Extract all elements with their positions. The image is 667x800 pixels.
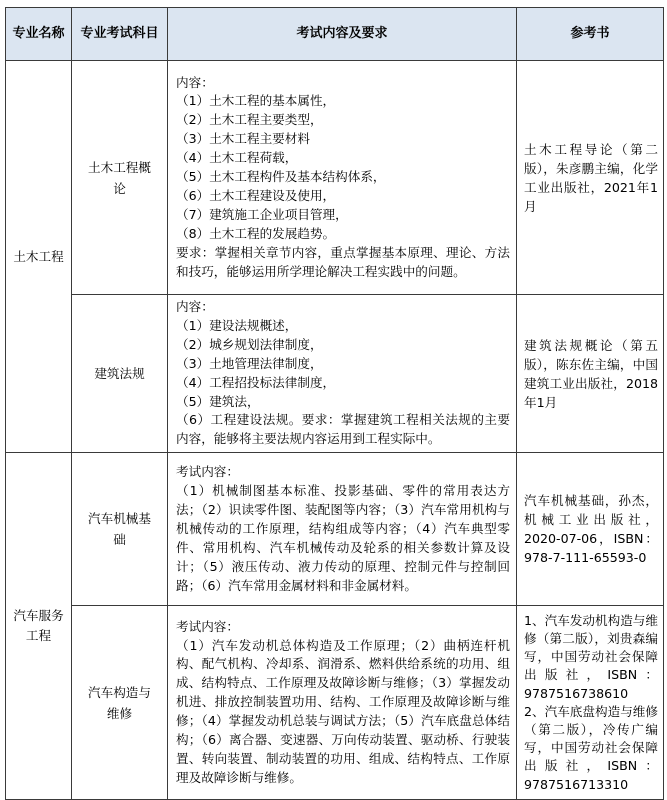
- content-line: （1）汽车发动机总体构造及工作原理；（2）曲柄连杆机构、配气机构、冷却系、润滑系、燃料供给系统的功用、组成、结构特点、工作原理及故障诊断与维修；（3）掌握发动机进、排放控制装置功用、结构、工作原理及故障诊断与维修；（4）掌握发动机总装与调试方法；（5）汽车底盘总体结构；（6）离合器、变速器、万向传动装置、驱动桥、行驶装置、转向装置、制动装置的功用、组成、结构特点、工作原理及故障诊断与维修。: [176, 637, 510, 785]
- reference-book: [517, 61, 664, 295]
- header-subject: 专业考试科目: [72, 8, 168, 61]
- table-row: [6, 295, 664, 453]
- content-line: （2）城乡规划法律制度，: [176, 336, 323, 352]
- content-line: 考试内容：: [176, 464, 239, 480]
- content-line: （1）机械制图基本标准、投影基础、零件的常用表达方法；（2）识读零件图、装配图等内容；（3）汽车常用机构与机械传动的工作原理，结构组成等内容；（4）汽车典型零件、常用机构、汽车机械传动及轮系的相关参数计算及设计；（5）液压传动、液力传动的原理、控制元件与控制回路；（6）汽车常用金属材料和非金属材料。: [176, 482, 510, 593]
- subject-name: 建筑法规: [72, 295, 168, 453]
- content-line: （1）土木工程的基本属性，: [176, 93, 336, 109]
- content-line: （7）建筑施工企业项目管理，: [176, 206, 348, 222]
- exam-content: [168, 606, 517, 800]
- book-entry: 2、汽车底盘构造与维修（第二版），冷传广编写，中国劳动社会保障出版社，ISBN：9787516713310: [524, 703, 658, 792]
- content-line: （5）土木工程构件及基本结构体系，: [176, 169, 386, 185]
- reference-book: [517, 295, 664, 453]
- content-line: （6）土木工程建设及使用，: [176, 187, 336, 203]
- subject-name: 汽车构造与维修: [72, 606, 168, 800]
- subject-name: 汽车机械基础: [72, 453, 168, 606]
- book-entry: 1、汽车发动机构造与维修（第二版），刘贵森编写，中国劳动社会保障出版社，ISBN：9787516738610: [524, 612, 658, 701]
- exam-content: [168, 295, 517, 453]
- book-entry: 汽车机械基础，孙杰，机械工业出版社，2020-07-06，ISBN：978-7-111-65593-0: [524, 493, 658, 566]
- exam-requirements-table: [5, 7, 664, 800]
- exam-content: [168, 453, 517, 606]
- major-name: 汽车服务工程: [6, 453, 72, 800]
- content-line: 考试内容：: [176, 618, 239, 634]
- reference-book: [517, 453, 664, 606]
- content-line: （1）建设法规概述，: [176, 317, 298, 333]
- content-line: （4）工程招投标法律制度，: [176, 374, 336, 390]
- content-line: 要求：掌握相关章节内容，重点掌握基本原理、理论、方法和技巧，能够运用所学理论解决工程实践中的问题。: [176, 244, 510, 279]
- major-name: 土木工程: [6, 61, 72, 453]
- content-line: 内容：: [176, 74, 214, 90]
- content-line: （3）土木工程主要材料: [176, 131, 310, 147]
- header-major: 专业名称: [6, 8, 72, 61]
- content-line: （6）工程建设法规。要求：掌握建筑工程相关法规的主要内容，能够将主要法规内容运用到工程实际中。: [176, 412, 510, 447]
- header-book: 参考书: [517, 8, 664, 61]
- content-line: （4）土木工程荷载，: [176, 150, 298, 166]
- content-line: （2）土木工程主要类型，: [176, 112, 323, 128]
- content-line: （8）土木工程的发展趋势。: [176, 225, 336, 241]
- book-entry: 建筑法规概论（第五版），陈东佐主编，中国建筑工业出版社，2018年1月: [524, 337, 658, 410]
- header-content: 考试内容及要求: [168, 8, 517, 61]
- subject-name: 土木工程概论: [72, 61, 168, 295]
- content-line: 内容：: [176, 299, 214, 314]
- book-entry: 土木工程导论（第二版），朱彦鹏主编，化学工业出版社，2021年1月: [524, 141, 658, 214]
- table-row: [6, 453, 664, 606]
- table-row: [6, 61, 664, 295]
- exam-content: [168, 61, 517, 295]
- content-line: （3）土地管理法律制度，: [176, 355, 323, 371]
- table-row: [6, 606, 664, 800]
- content-line: （5）建筑法，: [176, 393, 260, 409]
- table-header-row: [6, 8, 664, 61]
- reference-book: [517, 606, 664, 800]
